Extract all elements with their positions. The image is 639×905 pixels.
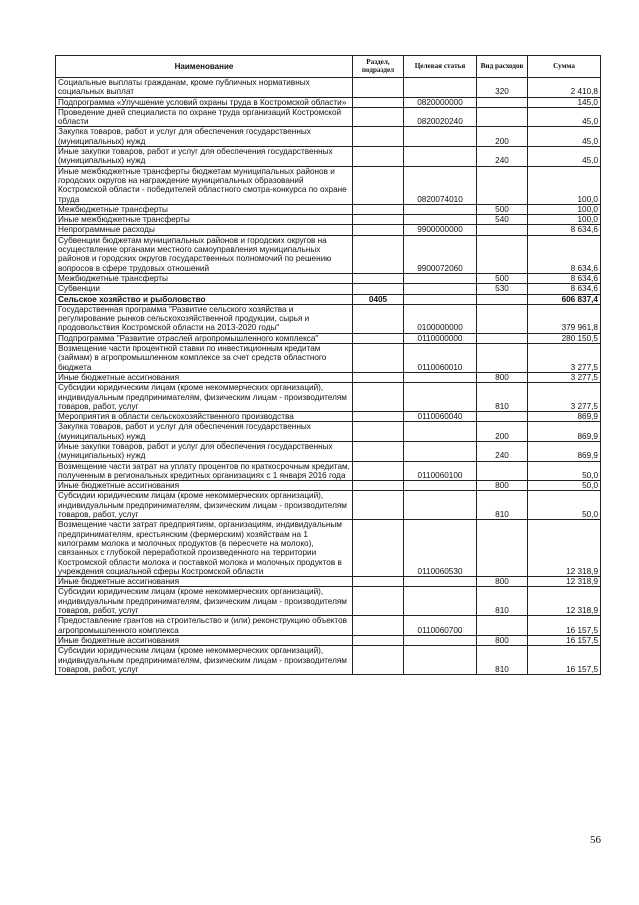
row-target-cell [404, 294, 477, 304]
row-name-cell: Иные бюджетные ассигнования [56, 635, 353, 645]
table-row [56, 304, 601, 333]
row-sum-cell: 100,0 [528, 215, 601, 225]
row-sum-cell: 100,0 [528, 166, 601, 204]
row-name-cell: Проведение дней специалиста по охране труда организаций Костромской области [56, 107, 353, 127]
table-row [56, 412, 601, 422]
row-section-cell [353, 616, 404, 636]
row-section-cell [353, 520, 404, 577]
row-sum-cell: 8 634,6 [528, 235, 601, 273]
row-name-cell: Закупка товаров, работ и услуг для обеспечения государственных (муниципальных) нужд [56, 422, 353, 442]
header-sum: Сумма [528, 56, 601, 78]
row-section-cell [353, 481, 404, 491]
row-name-cell: Субвенции бюджетам муниципальных районов и городских округов на осуществление органами местного самоуправления муниципальных районов и городских округов государственных полномочий по решению вопросов в сфере трудовых отношений [56, 235, 353, 273]
row-target-cell [404, 481, 477, 491]
row-target-cell [404, 422, 477, 442]
row-type-cell: 240 [477, 147, 528, 167]
table-row [56, 383, 601, 412]
table-row [56, 481, 601, 491]
table-row [56, 225, 601, 235]
row-type-cell: 810 [477, 383, 528, 412]
header-target: Целевая статья [404, 56, 477, 78]
row-section-cell [353, 107, 404, 127]
row-sum-cell: 100,0 [528, 204, 601, 214]
row-name-cell: Иные закупки товаров, работ и услуг для обеспечения государственных (муниципальных) нужд [56, 441, 353, 461]
row-sum-cell: 50,0 [528, 481, 601, 491]
table-row [56, 577, 601, 587]
row-sum-cell: 3 277,5 [528, 344, 601, 373]
table-row [56, 491, 601, 520]
row-type-cell [477, 97, 528, 107]
header-section: Раздел, подраздел [353, 56, 404, 78]
row-section-cell [353, 225, 404, 235]
row-type-cell [477, 520, 528, 577]
row-name-cell: Подпрограмма "Развитие отраслей агропромышленного комплекса" [56, 333, 353, 343]
row-target-cell [404, 372, 477, 382]
header-name: Наименование [56, 56, 353, 78]
row-type-cell [477, 166, 528, 204]
table-row [56, 127, 601, 147]
row-target-cell [404, 78, 477, 98]
table-header-row [56, 56, 601, 78]
row-sum-cell: 16 157,5 [528, 616, 601, 636]
table-row [56, 78, 601, 98]
row-name-cell: Межбюджетные трансферты [56, 204, 353, 214]
row-sum-cell: 50,0 [528, 491, 601, 520]
row-name-cell: Иные бюджетные ассигнования [56, 577, 353, 587]
row-target-cell [404, 215, 477, 225]
row-type-cell: 530 [477, 284, 528, 294]
table-row [56, 344, 601, 373]
table-row [56, 284, 601, 294]
table-row [56, 204, 601, 214]
header-type: Вид расходов [477, 56, 528, 78]
row-target-cell [404, 127, 477, 147]
row-section-cell [353, 344, 404, 373]
row-target-cell: 0110060530 [404, 520, 477, 577]
row-type-cell: 500 [477, 273, 528, 283]
row-type-cell [477, 344, 528, 373]
table-row [56, 441, 601, 461]
row-sum-cell: 8 634,6 [528, 284, 601, 294]
row-name-cell: Иные закупки товаров, работ и услуг для обеспечения государственных (муниципальных) нужд [56, 147, 353, 167]
table-row [56, 273, 601, 283]
row-sum-cell: 3 277,5 [528, 372, 601, 382]
row-target-cell: 0820074010 [404, 166, 477, 204]
row-sum-cell: 379 961,8 [528, 304, 601, 333]
row-section-cell [353, 235, 404, 273]
table-row [56, 616, 601, 636]
table-row [56, 372, 601, 382]
row-type-cell [477, 412, 528, 422]
row-target-cell [404, 587, 477, 616]
row-target-cell: 0820020240 [404, 107, 477, 127]
row-type-cell: 320 [477, 78, 528, 98]
row-name-cell: Закупка товаров, работ и услуг для обеспечения государственных (муниципальных) нужд [56, 127, 353, 147]
row-name-cell: Сельское хозяйство и рыболовство [56, 294, 353, 304]
row-target-cell: 0110060700 [404, 616, 477, 636]
row-name-cell: Субсидии юридическим лицам (кроме некоммерческих организаций), индивидуальным предпринимателям, физическим лицам - производителям товаров, работ, услуг [56, 383, 353, 412]
row-type-cell [477, 107, 528, 127]
row-target-cell [404, 635, 477, 645]
row-sum-cell: 3 277,5 [528, 383, 601, 412]
row-sum-cell: 869,9 [528, 422, 601, 442]
table-row [56, 461, 601, 481]
row-section-cell [353, 78, 404, 98]
row-section-cell [353, 127, 404, 147]
row-sum-cell: 12 318,9 [528, 587, 601, 616]
row-section-cell [353, 412, 404, 422]
row-type-cell: 800 [477, 372, 528, 382]
row-target-cell: 0820000000 [404, 97, 477, 107]
table-row [56, 422, 601, 442]
row-target-cell: 9900000000 [404, 225, 477, 235]
row-type-cell: 240 [477, 441, 528, 461]
row-section-cell [353, 577, 404, 587]
row-target-cell [404, 273, 477, 283]
row-name-cell: Субсидии юридическим лицам (кроме некоммерческих организаций), индивидуальным предпринимателям, физическим лицам - производителям товаров, работ, услуг [56, 587, 353, 616]
row-section-cell [353, 304, 404, 333]
row-sum-cell: 2 410,8 [528, 78, 601, 98]
row-name-cell: Мероприятия в области сельскохозяйственного производства [56, 412, 353, 422]
row-section-cell [353, 422, 404, 442]
row-target-cell [404, 441, 477, 461]
row-target-cell [404, 383, 477, 412]
row-sum-cell: 50,0 [528, 461, 601, 481]
row-sum-cell: 8 634,6 [528, 225, 601, 235]
row-section-cell [353, 587, 404, 616]
row-name-cell: Возмещение части затрат на уплату процентов по краткосрочным кредитам, полученным в региональных кредитных организациях с 1 января 2016 года [56, 461, 353, 481]
row-name-cell: Субсидии юридическим лицам (кроме некоммерческих организаций), индивидуальным предпринимателям, физическим лицам - производителям товаров, работ, услуг [56, 491, 353, 520]
row-sum-cell: 869,9 [528, 441, 601, 461]
row-target-cell: 9900072060 [404, 235, 477, 273]
table-row [56, 97, 601, 107]
row-type-cell: 800 [477, 577, 528, 587]
row-type-cell: 200 [477, 422, 528, 442]
row-section-cell [353, 147, 404, 167]
row-name-cell: Субсидии юридическим лицам (кроме некоммерческих организаций), индивидуальным предпринимателям, физическим лицам - производителям товаров, работ, услуг [56, 646, 353, 675]
row-name-cell: Межбюджетные трансферты [56, 273, 353, 283]
table-row [56, 147, 601, 167]
row-name-cell: Социальные выплаты гражданам, кроме публичных нормативных социальных выплат [56, 78, 353, 98]
row-name-cell: Предоставление грантов на строительство и (или) реконструкцию объектов агропромышленного комплекса [56, 616, 353, 636]
row-type-cell: 810 [477, 491, 528, 520]
row-type-cell [477, 225, 528, 235]
row-target-cell: 0110060100 [404, 461, 477, 481]
row-name-cell: Иные бюджетные ассигнования [56, 372, 353, 382]
row-sum-cell: 145,0 [528, 97, 601, 107]
row-sum-cell: 8 634,6 [528, 273, 601, 283]
row-type-cell: 540 [477, 215, 528, 225]
row-sum-cell: 16 157,5 [528, 635, 601, 645]
row-target-cell: 0110060010 [404, 344, 477, 373]
row-sum-cell: 16 157,5 [528, 646, 601, 675]
row-type-cell: 810 [477, 646, 528, 675]
row-name-cell: Иные бюджетные ассигнования [56, 481, 353, 491]
row-section-cell [353, 646, 404, 675]
row-name-cell: Государственная программа "Развитие сельского хозяйства и регулирование рынков сельскохозяйственной продукции, сырья и продовольствия Костромской области на 2013-2020 годы" [56, 304, 353, 333]
table-row [56, 520, 601, 577]
table-row [56, 294, 601, 304]
row-target-cell: 0100000000 [404, 304, 477, 333]
row-type-cell: 800 [477, 635, 528, 645]
row-target-cell [404, 204, 477, 214]
row-section-cell [353, 333, 404, 343]
row-type-cell: 800 [477, 481, 528, 491]
table-row [56, 235, 601, 273]
row-sum-cell: 12 318,9 [528, 577, 601, 587]
row-section-cell [353, 635, 404, 645]
row-sum-cell: 45,0 [528, 127, 601, 147]
row-section-cell: 0405 [353, 294, 404, 304]
page-number: 56 [590, 834, 601, 846]
row-target-cell [404, 646, 477, 675]
row-target-cell [404, 147, 477, 167]
row-section-cell [353, 284, 404, 294]
row-target-cell [404, 577, 477, 587]
row-type-cell [477, 304, 528, 333]
row-target-cell [404, 284, 477, 294]
budget-table [55, 55, 601, 675]
row-target-cell [404, 491, 477, 520]
budget-table-page [55, 55, 600, 675]
row-section-cell [353, 97, 404, 107]
row-section-cell [353, 461, 404, 481]
row-type-cell [477, 235, 528, 273]
row-section-cell [353, 273, 404, 283]
row-name-cell: Возмещение части затрат предприятиям, организациям, индивидуальным предпринимателям, крестьянским (фермерским) хозяйствам на 1 килограмм молока и молочных продуктов (в пересчете на молоко), связанных с глубокой переработкой произведенного на территории Костромской области молока и поставкой молока и молочных продуктов в учреждения социальной сферы Костромской области [56, 520, 353, 577]
table-row [56, 215, 601, 225]
row-type-cell [477, 333, 528, 343]
row-target-cell: 0110060040 [404, 412, 477, 422]
row-type-cell [477, 461, 528, 481]
row-type-cell: 200 [477, 127, 528, 147]
row-sum-cell: 869,9 [528, 412, 601, 422]
row-section-cell [353, 491, 404, 520]
row-name-cell: Непрограммные расходы [56, 225, 353, 235]
table-row [56, 333, 601, 343]
table-row [56, 166, 601, 204]
row-name-cell: Подпрограмма «Улучшение условий охраны труда в Костромской области» [56, 97, 353, 107]
row-sum-cell: 45,0 [528, 107, 601, 127]
table-row [56, 107, 601, 127]
row-name-cell: Иные межбюджетные трансферты [56, 215, 353, 225]
row-type-cell [477, 294, 528, 304]
table-row [56, 587, 601, 616]
row-sum-cell: 280 150,5 [528, 333, 601, 343]
row-type-cell: 500 [477, 204, 528, 214]
row-section-cell [353, 441, 404, 461]
row-type-cell [477, 616, 528, 636]
row-sum-cell: 45,0 [528, 147, 601, 167]
row-section-cell [353, 166, 404, 204]
row-section-cell [353, 215, 404, 225]
row-section-cell [353, 372, 404, 382]
row-type-cell: 810 [477, 587, 528, 616]
row-section-cell [353, 383, 404, 412]
table-row [56, 635, 601, 645]
row-sum-cell: 606 837,4 [528, 294, 601, 304]
row-target-cell: 0110000000 [404, 333, 477, 343]
table-row [56, 646, 601, 675]
row-sum-cell: 12 318,9 [528, 520, 601, 577]
row-name-cell: Иные межбюджетные трансферты бюджетам муниципальных районов и городских округов на награждение муниципальных образований Костромской области - победителей областного смотра-конкурса по охране труда [56, 166, 353, 204]
row-name-cell: Субвенции [56, 284, 353, 294]
row-section-cell [353, 204, 404, 214]
row-name-cell: Возмещение части процентной ставки по инвестиционным кредитам (займам) в агропромышленном комплексе за счет средств областного бюджета [56, 344, 353, 373]
